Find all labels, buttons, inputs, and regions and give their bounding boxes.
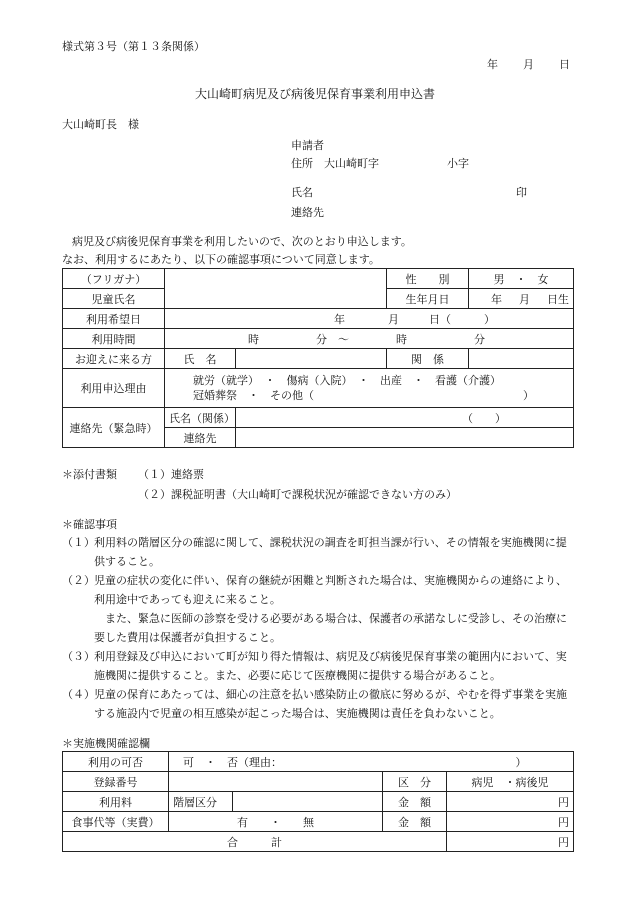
- form-number: 様式第３号（第１３条関係）: [62, 40, 205, 53]
- desired-date-field[interactable]: [165, 309, 574, 329]
- time-hour-1: 時: [248, 332, 259, 346]
- gender-label: 性 別: [387, 269, 469, 289]
- item-text-continued: また、緊急に医師の診察を受ける必要がある場合は、保護者の承諾なしに受診し、その治療に要した費用は保護者が負担すること。: [94, 612, 567, 644]
- pickup-name-field[interactable]: [236, 349, 387, 369]
- time-minute-1: 分 〜: [316, 332, 349, 346]
- time-hour-2: 時: [396, 332, 407, 346]
- meal-options[interactable]: 有 ・ 無: [169, 812, 383, 832]
- birth-day-label: 日生: [547, 292, 569, 306]
- item-text: 利用登録及び申込において町が知り得た情報は、病児及び病後児保育事業の範囲内において、実施機関に提供すること。また、必要に応じて医療機関に提供する場合があること。: [94, 650, 567, 682]
- meal-amount-field[interactable]: 円: [447, 812, 574, 832]
- date-month-label: 月: [523, 58, 534, 71]
- attachment-item-2: （２）課税証明書（大山崎町で課税状況が確認できない方のみ）: [138, 488, 457, 501]
- gender-options[interactable]: 男 ・ 女: [469, 269, 574, 289]
- reason-options-1: 就労（就学） ・ 傷病（入院） ・ 出産 ・ 看護（介護）: [193, 374, 501, 387]
- attachments-label: ＊添付書類: [62, 468, 117, 481]
- registration-number-label: 登録番号: [63, 772, 169, 792]
- desired-month-label: 月: [388, 312, 399, 326]
- date-year-label: 年: [487, 58, 498, 71]
- fee-label: 利用料: [63, 792, 169, 812]
- approval-close: ）: [515, 755, 527, 769]
- pickup-relation-field[interactable]: [469, 349, 574, 369]
- item-number: （３）: [62, 650, 95, 663]
- birthdate-field[interactable]: [469, 289, 574, 309]
- total-label: 合 計: [63, 832, 447, 852]
- fee-amount-field[interactable]: 円: [447, 792, 574, 812]
- desired-day-label: 日（ ）: [429, 312, 495, 326]
- item-number: （２）: [62, 574, 95, 587]
- facility-heading: ＊実施機関確認欄: [62, 737, 150, 750]
- applicant-address-label: 住所 大山崎町字: [291, 157, 379, 170]
- emergency-contact-label: 連絡先（緊急時）: [63, 408, 165, 448]
- date-day-label: 日: [559, 58, 570, 71]
- tier-label: 階層区分: [169, 792, 233, 812]
- usage-time-field[interactable]: [165, 329, 574, 349]
- birth-month-label: 月: [519, 292, 530, 306]
- birthdate-label: 生年月日: [387, 289, 469, 309]
- item-text: 児童の保育にあたっては、細心の注意を払い感染防止の徹底に努めるが、やむを得ず事業を実施する施設内で児童の相互感染が起こった場合は、実施機関は責任を負わないこと。: [94, 688, 567, 720]
- item-text: 利用料の階層区分の確認に関して、課税状況の調査を町担当課が行い、その情報を実施機関に提供すること。: [94, 536, 567, 568]
- reason-options-2: 冠婚葬祭 ・ その他（: [193, 389, 314, 402]
- category-label: 区 分: [383, 772, 447, 792]
- applicant-contact-label: 連絡先: [291, 206, 324, 219]
- confirmation-item-1: [62, 533, 574, 571]
- intro-line-1: 病児及び病後児保育事業を利用したいので、次のとおり申込します。: [72, 235, 412, 248]
- emergency-phone-field[interactable]: [236, 428, 574, 448]
- approval-options: 可 ・ 否（理由：: [183, 755, 282, 769]
- pickup-relation-label: 関 係: [387, 349, 469, 369]
- reason-label: 利用申込理由: [63, 369, 165, 408]
- child-name-label: 児童氏名: [63, 289, 165, 309]
- document-title: 大山崎町病児及び病後児保育事業利用申込書: [194, 87, 435, 101]
- emergency-phone-label: 連絡先: [165, 428, 236, 448]
- confirmation-heading: ＊確認事項: [62, 518, 117, 531]
- usage-time-label: 利用時間: [63, 329, 165, 349]
- facility-table: [62, 751, 574, 852]
- applicant-koaza-label: 小字: [447, 157, 469, 170]
- addressee: 大山崎町長 様: [62, 118, 139, 131]
- furigana-label: （フリガナ）: [63, 269, 165, 289]
- item-number: （１）: [62, 536, 95, 549]
- item-text: 児童の症状の変化に伴い、保育の継続が困難と判断された場合は、実施機関からの連絡により、利用途中であっても迎えに来ること。: [94, 574, 567, 606]
- intro-line-2: なお、利用するにあたり、以下の確認事項について同意します。: [62, 253, 380, 266]
- pickup-label: お迎えに来る方: [63, 349, 165, 369]
- emergency-name-field[interactable]: [236, 408, 574, 428]
- seal-label: 印: [516, 186, 527, 199]
- meal-amount-label: 金 額: [383, 812, 447, 832]
- pickup-name-label: 氏 名: [165, 349, 236, 369]
- attachment-item-1: （１）連絡票: [138, 468, 204, 481]
- approval-field[interactable]: [169, 752, 574, 772]
- registration-number-field[interactable]: [169, 772, 383, 792]
- applicant-label: 申請者: [291, 139, 324, 152]
- confirmation-item-4: [62, 685, 574, 723]
- tier-field[interactable]: [233, 792, 383, 812]
- fee-amount-label: 金 額: [383, 792, 447, 812]
- approval-label: 利用の可否: [63, 752, 169, 772]
- reason-other-close: ）: [523, 389, 534, 402]
- emergency-relation-paren: （ ）: [462, 411, 506, 425]
- emergency-name-label: 氏名（関係）: [165, 408, 236, 428]
- item-number: （４）: [62, 688, 95, 701]
- total-amount-field[interactable]: 円: [447, 832, 574, 852]
- confirmation-item-2: [62, 571, 574, 647]
- confirmation-item-3: [62, 647, 574, 685]
- child-name-field[interactable]: [165, 269, 387, 309]
- birth-year-label: 年: [491, 292, 502, 306]
- time-minute-2: 分: [474, 332, 485, 346]
- desired-date-label: 利用希望日: [63, 309, 165, 329]
- application-table: [62, 268, 574, 448]
- applicant-name-label: 氏名: [291, 186, 313, 199]
- category-options[interactable]: 病児 ・病後児: [447, 772, 574, 792]
- desired-year-label: 年: [334, 312, 345, 326]
- reason-field[interactable]: [165, 369, 574, 408]
- meal-label: 食事代等（実費）: [63, 812, 169, 832]
